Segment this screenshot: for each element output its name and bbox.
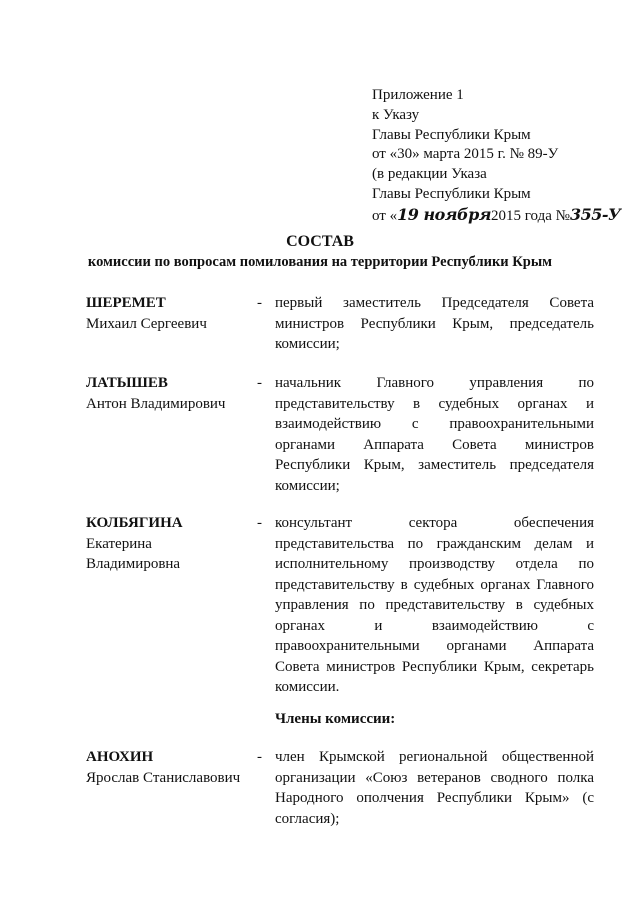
- document-title: СОСТАВ: [286, 233, 354, 250]
- member-role: начальник Главного управления по представительству в судебных органах и взаимодействию с правоохранительными органами Аппарата Совета министров Республики Крым, заместитель председателя комиссии;: [275, 375, 594, 494]
- date-prefix: от «: [372, 207, 398, 224]
- header-line: Главы Республики Крым: [372, 126, 531, 143]
- member-name: [86, 513, 256, 575]
- header-line: Главы Республики Крым: [372, 185, 531, 202]
- member-surname: КОЛБЯГИНА: [86, 515, 183, 531]
- member-name: [86, 293, 256, 334]
- entry-dash: -: [257, 375, 262, 391]
- member-role: консультант сектора обеспечения представительства по гражданским делам и исполнительному производству отдела по представительству в судебных органах Главного управления по представительству в судебных органах и взаимодействию с правоохранительными органами Аппарата Совета министров Республики Крым, секретарь комиссии.: [275, 515, 594, 695]
- member-given-name: Екатерина: [86, 535, 152, 552]
- appendix-header: [372, 86, 620, 227]
- member-given-name: Михаил Сергеевич: [86, 315, 207, 332]
- member-surname: АНОХИН: [86, 749, 154, 765]
- member-role: первый заместитель Председателя Совета министров Республики Крым, председатель комиссии;: [275, 295, 594, 352]
- member-given-name: Антон Владимирович: [86, 395, 226, 412]
- members-heading: Члены комиссии:: [275, 711, 396, 727]
- member-name: [86, 373, 256, 414]
- date-mid: 2015 года №: [491, 207, 570, 224]
- header-line: от «30» марта 2015 г. № 89-У: [372, 146, 559, 163]
- entry-dash: -: [257, 749, 262, 765]
- header-line: (в редакции Указа: [372, 166, 487, 183]
- member-given-name: Владимировна: [86, 556, 181, 572]
- handwritten-number: 355-У: [569, 204, 621, 224]
- entry-dash: -: [257, 295, 262, 311]
- member-surname: ШЕРЕМЕТ: [86, 295, 166, 311]
- member-surname: ЛАТЫШЕВ: [86, 375, 168, 391]
- member-name: [86, 747, 256, 788]
- header-line: Приложение 1: [372, 87, 464, 103]
- header-line: к Указу: [372, 106, 420, 123]
- header-line-last: [372, 205, 620, 227]
- member-given-name: Ярослав Станиславович: [86, 769, 241, 786]
- entry-dash: -: [257, 515, 262, 531]
- member-role: член Крымской региональной общественной организации «Союз ветеранов сводного полка Народного ополчения Республики Крым» (с согласия);: [275, 749, 594, 827]
- document-subtitle: комиссии по вопросам помилования на территории Республики Крым: [87, 254, 553, 270]
- handwritten-date: 19 ноября: [397, 204, 491, 224]
